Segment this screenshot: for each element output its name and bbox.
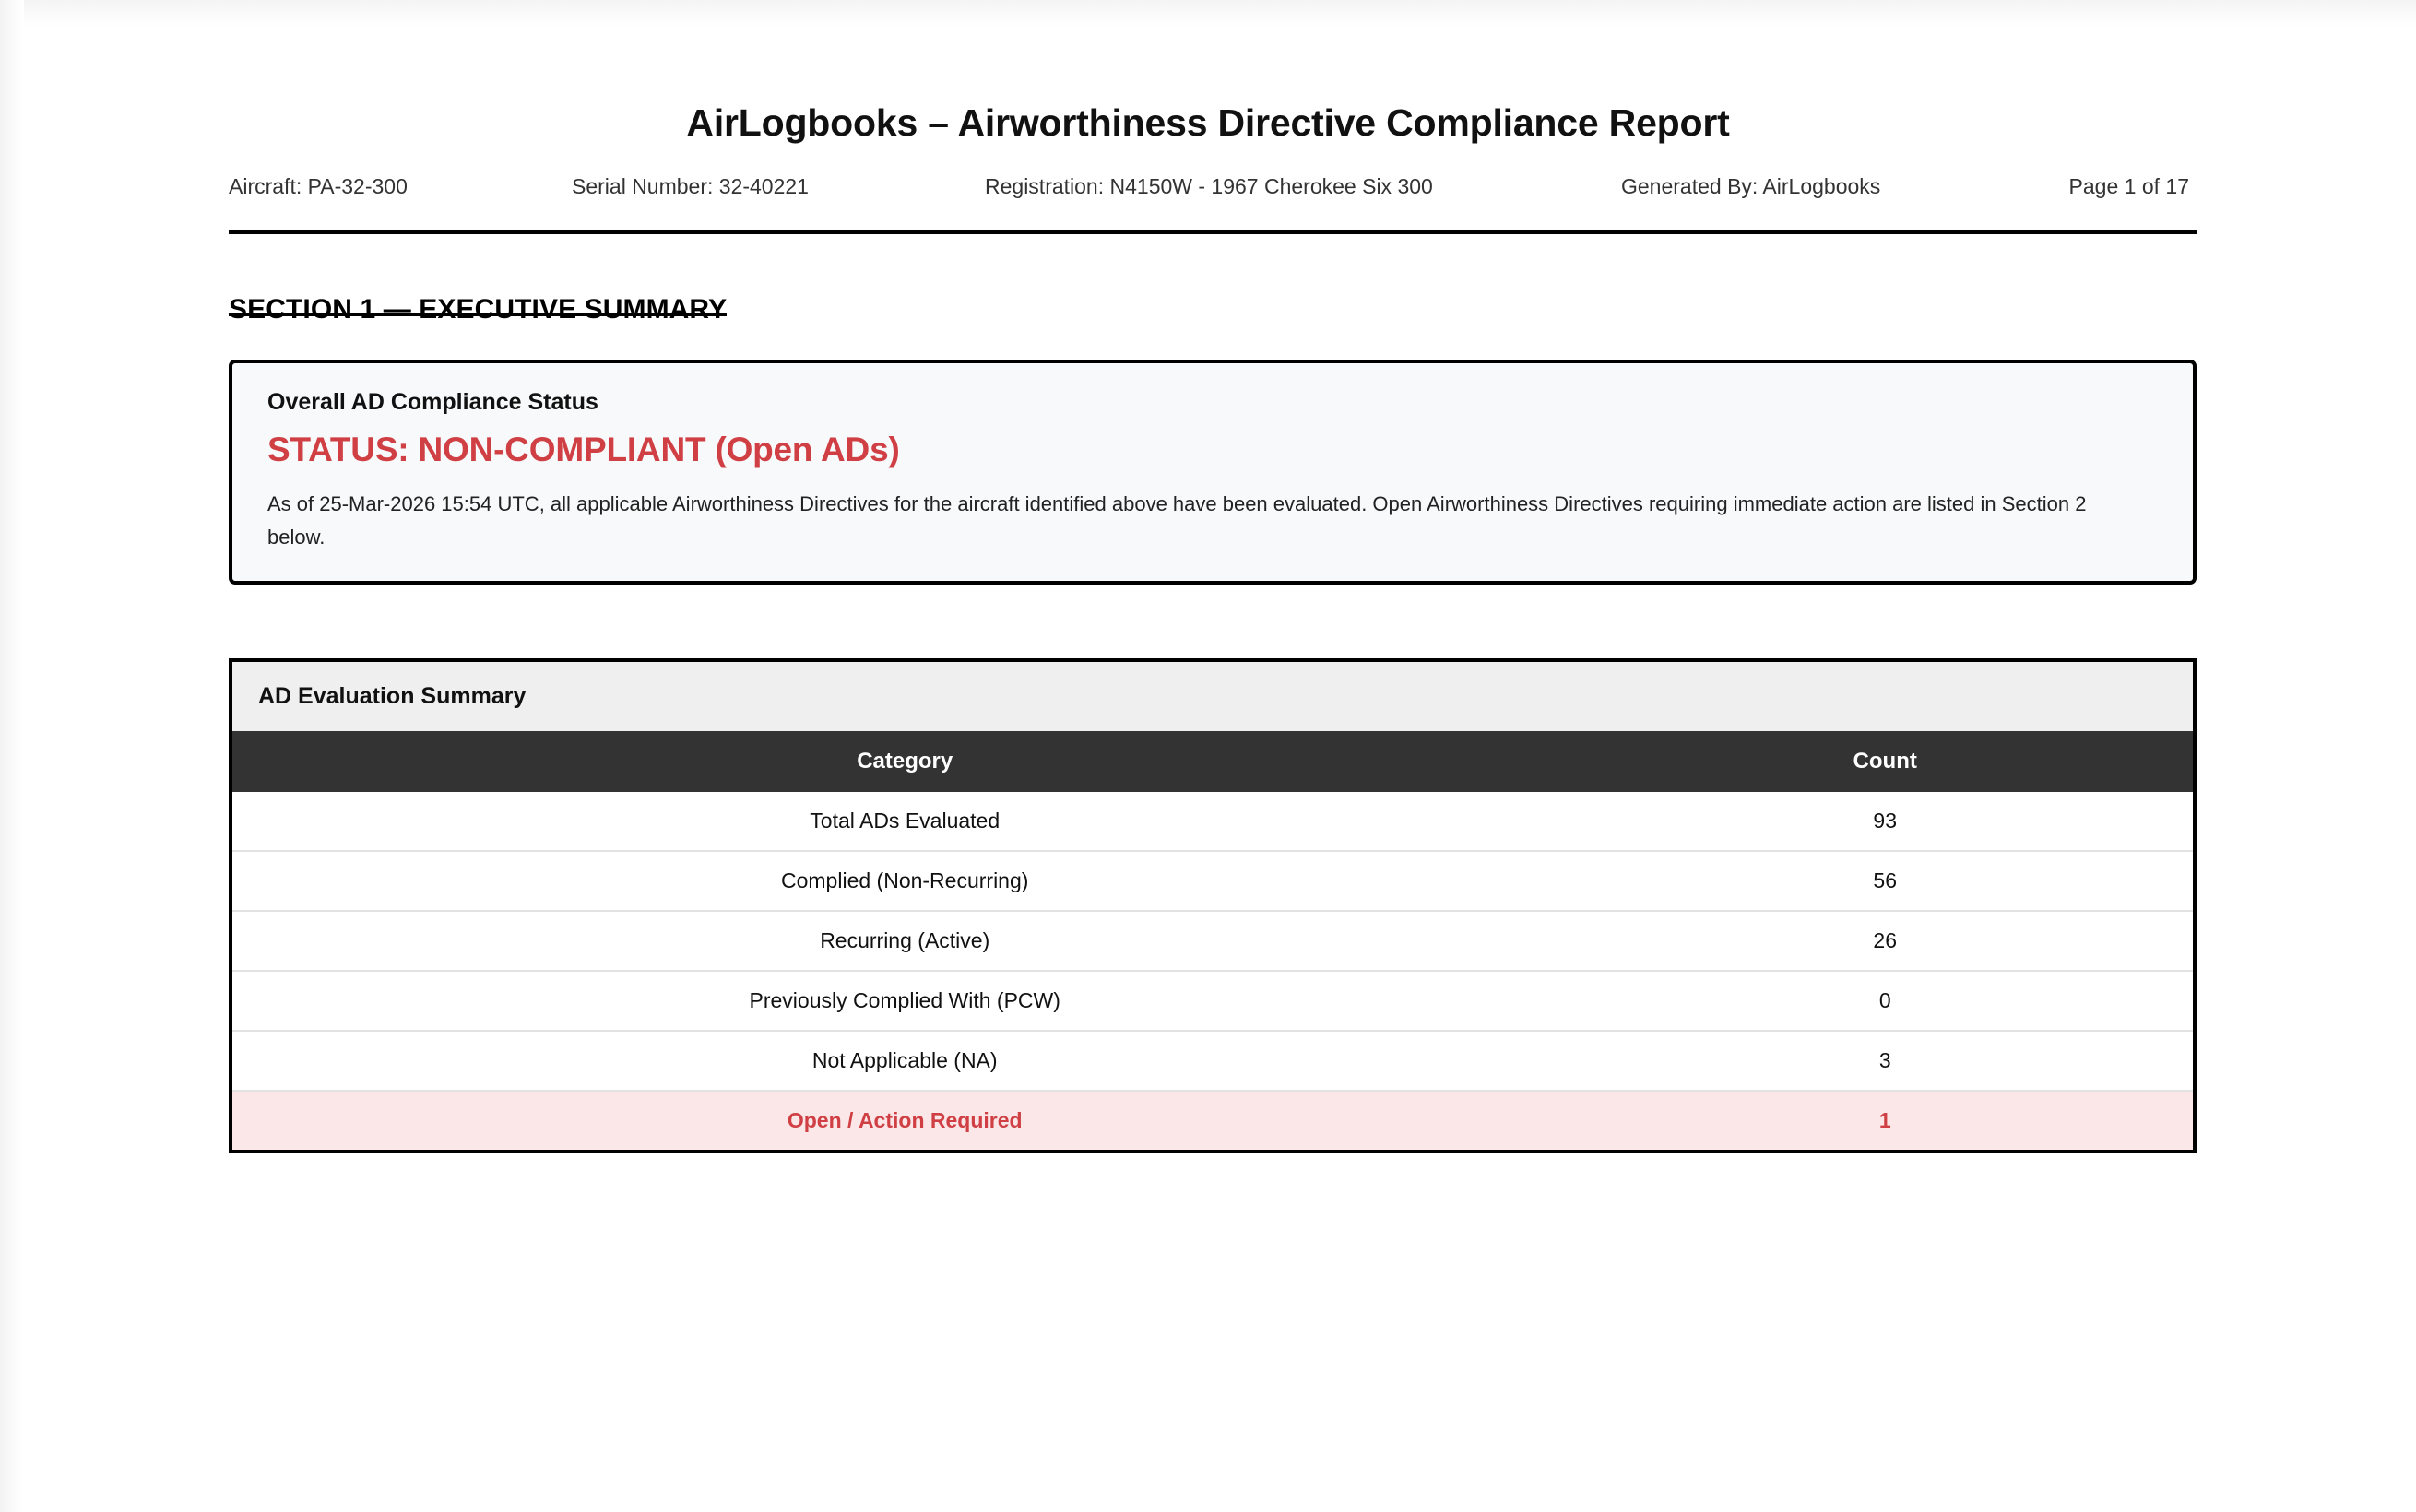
table-row <box>232 851 2193 911</box>
table-body <box>232 792 2193 1150</box>
document-meta-row <box>229 145 2197 199</box>
cell-category: Total ADs Evaluated <box>232 792 1577 851</box>
section-heading-container <box>0 234 2416 325</box>
column-header-category: Category <box>232 731 1577 792</box>
table-row <box>232 1091 2193 1150</box>
table-row <box>232 1031 2193 1091</box>
cell-count: 0 <box>1577 971 2193 1031</box>
status-callout-box <box>229 360 2197 585</box>
meta-generated-by: Generated By: AirLogbooks <box>1621 174 1881 199</box>
cell-category: Recurring (Active) <box>232 911 1577 971</box>
table-row <box>232 792 2193 851</box>
cell-category: Complied (Non-Recurring) <box>232 851 1577 911</box>
section-heading: SECTION 1 — EXECUTIVE SUMMARY <box>229 294 728 325</box>
table-caption: AD Evaluation Summary <box>232 662 2193 731</box>
cell-category: Not Applicable (NA) <box>232 1031 1577 1091</box>
cell-category: Open / Action Required <box>232 1091 1577 1150</box>
meta-page-number: Page 1 of 17 <box>2068 174 2189 199</box>
table-row <box>232 911 2193 971</box>
cell-category: Previously Complied With (PCW) <box>232 971 1577 1031</box>
cell-count: 93 <box>1577 792 2193 851</box>
cell-count: 1 <box>1577 1091 2193 1150</box>
cell-count: 56 <box>1577 851 2193 911</box>
meta-registration: Registration: N4150W - 1967 Cherokee Six 300 <box>985 174 1433 199</box>
table-header-row <box>232 731 2193 792</box>
column-header-count: Count <box>1577 731 2193 792</box>
page-title: AirLogbooks – Airworthiness Directive Compliance Report <box>686 101 1730 144</box>
status-badge: STATUS: NON-COMPLIANT (Open ADs) <box>267 431 900 469</box>
table-row <box>232 971 2193 1031</box>
ad-evaluation-summary-table <box>232 731 2193 1150</box>
ad-evaluation-summary-block <box>229 658 2197 1153</box>
status-label: Overall AD Compliance Status <box>267 389 598 416</box>
cell-count: 3 <box>1577 1031 2193 1091</box>
table-header <box>232 731 2193 792</box>
meta-serial-number: Serial Number: 32-40221 <box>572 174 809 199</box>
status-note: As of 25-Mar-2026 15:54 UTC, all applicable Airworthiness Directives for the aircraft identified above have been evaluated. Open Airworthiness Directives requiring immediate action are listed in Section 2 below. <box>267 492 2087 549</box>
cell-count: 26 <box>1577 911 2193 971</box>
meta-aircraft: Aircraft: PA-32-300 <box>229 174 408 199</box>
